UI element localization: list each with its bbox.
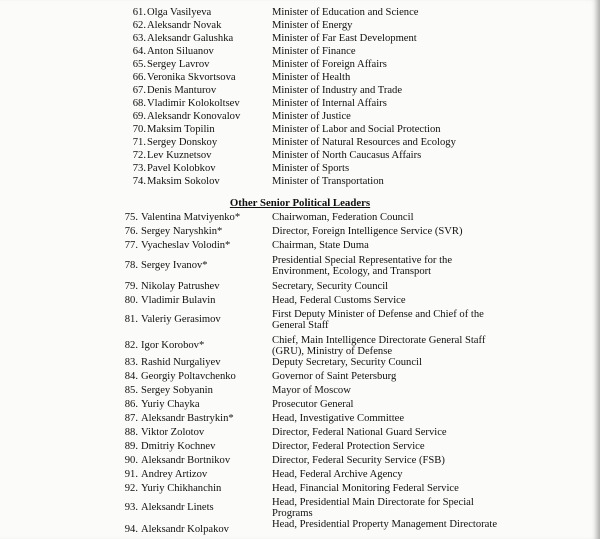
item-number: 90.	[124, 455, 138, 466]
person-name: Sergey Donskoy	[147, 137, 218, 148]
item-number: 82.	[124, 340, 138, 351]
item-number: 88.	[124, 427, 138, 438]
item-number: 86.	[124, 399, 138, 410]
item-number: 78.	[124, 260, 138, 271]
person-name: Aleksandr Konovalov	[147, 111, 241, 122]
position-title: Head, Presidential Property Management Directorate	[272, 519, 498, 530]
item-number: 73.	[132, 163, 146, 174]
item-number: 94.	[124, 524, 138, 535]
person-name: Dmitriy Kochnev	[141, 441, 216, 452]
person-name: Aleksandr Bastrykin*	[141, 413, 234, 424]
person-name: Maksim Sokolov	[147, 176, 220, 187]
person-name: Igor Korobov*	[141, 340, 205, 351]
position-title: Minister of Labor and Social Protection	[272, 124, 441, 135]
person-name: Yuriy Chayka	[141, 399, 200, 410]
item-number: 69.	[132, 111, 146, 122]
position-title: Chief, Main Intelligence Directorate General Staff (GRU), Ministry of Defense	[272, 335, 486, 357]
position-title: Governor of Saint Petersburg	[272, 371, 397, 382]
person-name: Denis Manturov	[147, 85, 217, 96]
item-number: 66.	[132, 72, 146, 83]
position-title: First Deputy Minister of Defense and Chief of the General Staff	[272, 309, 484, 331]
position-title: Head, Federal Archive Agency	[272, 469, 403, 480]
person-name: Maksim Topilin	[147, 124, 215, 135]
item-number: 76.	[124, 226, 138, 237]
position-title: Head, Federal Customs Service	[272, 295, 406, 306]
position-title: Minister of Internal Affairs	[272, 98, 387, 109]
position-title: Secretary, Security Council	[272, 281, 389, 292]
item-number: 74.	[132, 176, 146, 187]
item-number: 62.	[132, 20, 146, 31]
person-name: Rashid Nurgaliyev	[141, 357, 221, 368]
position-title: Minister of Justice	[272, 111, 351, 122]
person-name: Pavel Kolobkov	[147, 163, 216, 174]
person-name: Vyacheslav Volodin*	[141, 240, 231, 251]
person-name: Andrey Artizov	[141, 469, 208, 480]
position-title: Prosecutor General	[272, 399, 354, 410]
position-title: Head, Presidential Main Directorate for Special Programs	[272, 497, 474, 519]
position-title: Minister of Transportation	[272, 176, 384, 187]
position-title: Mayor of Moscow	[272, 385, 351, 396]
position-title: Presidential Special Representative for the Environment, Ecology, and Transport	[272, 255, 453, 277]
person-name: Sergey Sobyanin	[141, 385, 213, 396]
section-heading: Other Senior Political Leaders	[229, 197, 371, 209]
person-name: Aleksandr Galushka	[147, 33, 234, 44]
person-name: Aleksandr Linets	[141, 502, 214, 513]
position-title: Director, Foreign Intelligence Service (SVR)	[272, 226, 463, 237]
person-name: Vladimir Bulavin	[141, 295, 216, 306]
item-number: 87.	[124, 413, 138, 424]
item-number: 75.	[124, 212, 138, 223]
person-name: Sergey Lavrov	[147, 59, 210, 70]
position-title: Director, Federal Protection Service	[272, 441, 425, 452]
person-name: Aleksandr Novak	[147, 20, 222, 31]
item-number: 80.	[124, 295, 138, 306]
item-number: 93.	[124, 502, 138, 513]
person-name: Sergey Ivanov*	[141, 260, 208, 271]
position-title: Director, Federal Security Service (FSB)	[272, 455, 445, 466]
item-number: 89.	[124, 441, 138, 452]
position-title: Minister of Finance	[272, 46, 356, 57]
position-title: Minister of North Caucasus Affairs	[272, 150, 422, 161]
position-title: Head, Investigative Committee	[272, 413, 405, 424]
position-title: Minister of Natural Resources and Ecology	[272, 137, 456, 148]
position-title: Minister of Health	[272, 72, 351, 83]
position-title: Director, Federal National Guard Service	[272, 427, 447, 438]
item-number: 70.	[132, 124, 146, 135]
item-number: 68.	[132, 98, 146, 109]
item-number: 77.	[124, 240, 138, 251]
person-name: Yuriy Chikhanchin	[141, 483, 222, 494]
item-number: 79.	[124, 281, 138, 292]
person-name: Viktor Zolotov	[141, 427, 205, 438]
position-title: Minister of Sports	[272, 163, 350, 174]
item-number: 72.	[132, 150, 146, 161]
item-number: 81.	[124, 314, 138, 325]
item-number: 61.	[132, 7, 146, 18]
position-title: Chairman, State Duma	[272, 240, 369, 251]
position-title: Deputy Secretary, Security Council	[272, 357, 422, 368]
person-name: Sergey Naryshkin*	[141, 226, 223, 237]
item-number: 92.	[124, 483, 138, 494]
person-name: Valeriy Gerasimov	[141, 314, 221, 325]
position-title: Minister of Education and Science	[272, 7, 419, 18]
item-number: 84.	[124, 371, 138, 382]
item-number: 71.	[132, 137, 146, 148]
item-number: 83.	[124, 357, 138, 368]
person-name: Vladimir Kolokoltsev	[147, 98, 240, 109]
position-title: Minister of Foreign Affairs	[272, 59, 387, 70]
person-name: Veronika Skvortsova	[147, 72, 236, 83]
item-number: 63.	[132, 33, 146, 44]
person-name: Nikolay Patrushev	[141, 281, 220, 292]
person-name: Lev Kuznetsov	[147, 150, 212, 161]
position-title: Minister of Energy	[272, 20, 353, 31]
person-name: Aleksandr Kolpakov	[141, 524, 229, 535]
person-name: Georgiy Poltavchenko	[141, 371, 236, 382]
position-title: Head, Financial Monitoring Federal Service	[272, 483, 459, 494]
item-number: 67.	[132, 85, 146, 96]
position-title: Minister of Far East Development	[272, 33, 417, 44]
person-name: Anton Siluanov	[147, 46, 214, 57]
item-number: 64.	[132, 46, 146, 57]
item-number: 91.	[124, 469, 138, 480]
position-title: Chairwoman, Federation Council	[272, 212, 414, 223]
person-name: Olga Vasilyeva	[147, 7, 212, 18]
person-name: Aleksandr Bortnikov	[141, 455, 231, 466]
item-number: 65.	[132, 59, 146, 70]
item-number: 85.	[124, 385, 138, 396]
person-name: Valentina Matviyenko*	[141, 212, 241, 223]
position-title: Minister of Industry and Trade	[272, 85, 403, 96]
